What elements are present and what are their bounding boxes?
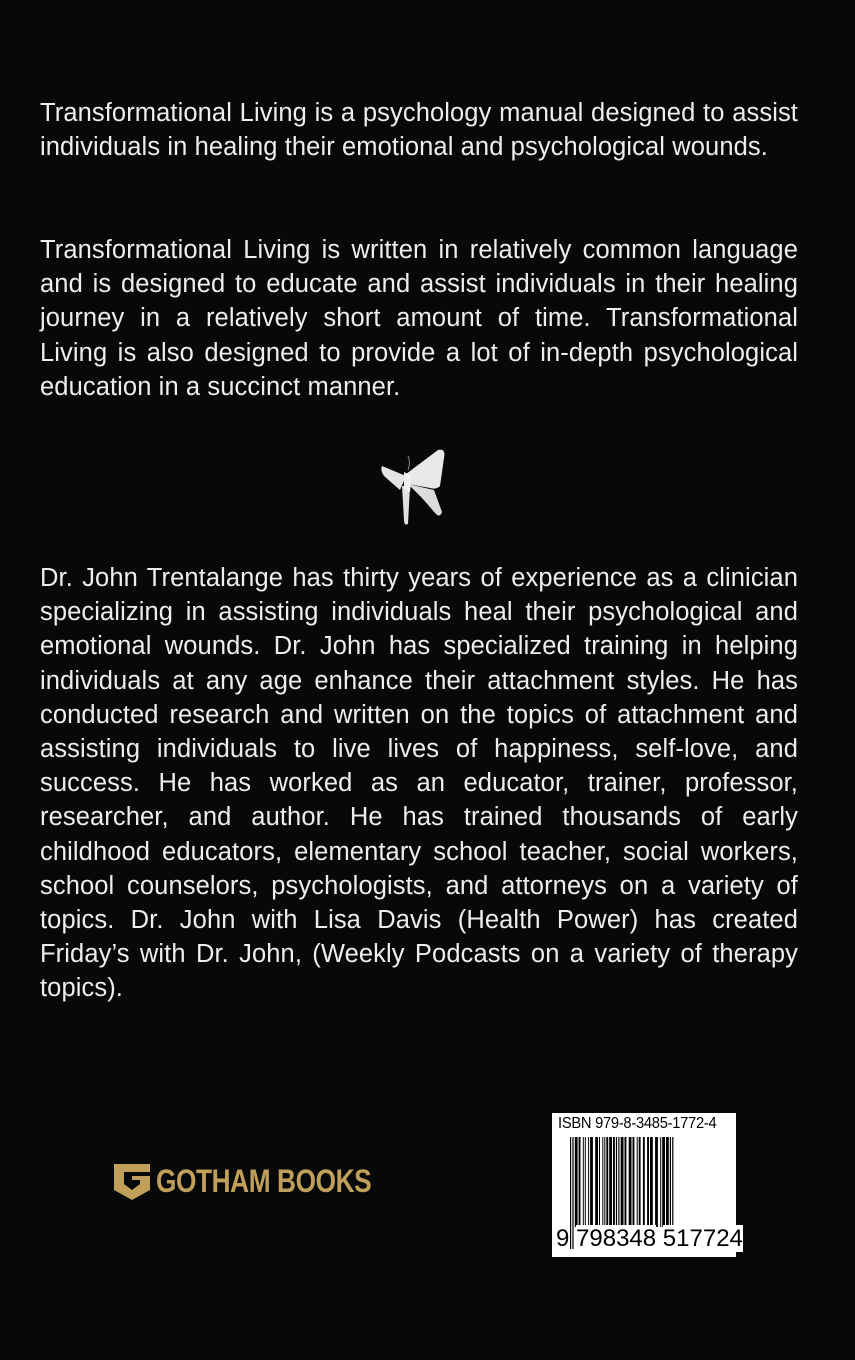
- barcode-bar: [629, 1137, 632, 1227]
- barcode-bar: [599, 1137, 600, 1227]
- barcode-bar: [633, 1137, 635, 1227]
- barcode-bar: [588, 1137, 589, 1227]
- barcode-bar: [650, 1137, 653, 1227]
- butterfly-icon: [378, 446, 454, 526]
- barcode-digits-left: 798348: [576, 1225, 657, 1252]
- barcode-bar: [621, 1137, 624, 1227]
- barcode-bar: [609, 1137, 612, 1227]
- barcode-bar: [585, 1137, 586, 1227]
- barcode-digits-right: 517724: [662, 1225, 743, 1252]
- barcode-bar: [660, 1137, 661, 1227]
- barcode-bar: [583, 1137, 584, 1227]
- barcode-bar: [606, 1137, 608, 1227]
- author-bio: Dr. John Trentalange has thirty years of experience as a clinician specializing in assisting individuals heal their psychological and emotional wounds. Dr. John has specialized training in helping individuals at any age enhance their attachment styles. He has conducted research and written on the topics of attachment and assisting individuals to live lives of happiness, self-love, and success. He has worked as an educator, trainer, professor, researcher, and author. He has trained thousands of early childhood educators, elementary school teacher, social workers, school counselors, psychologists, and attorneys on a variety of topics. Dr. John with Lisa Davis (Health Power) has created Friday’s with Dr. John, (Weekly Podcasts on a variety of therapy topics).: [40, 564, 798, 1003]
- barcode-bar: [602, 1137, 603, 1227]
- barcode-digit-first: 9: [556, 1225, 570, 1252]
- barcode-bar: [625, 1137, 627, 1227]
- barcode-bar: [590, 1137, 593, 1227]
- barcode-bar: [655, 1137, 658, 1227]
- barcode-bar: [666, 1137, 669, 1227]
- barcode-digits: [556, 1225, 743, 1253]
- gotham-shield-icon: [114, 1162, 150, 1200]
- isbn-barcode: [552, 1113, 743, 1257]
- barcode-bar: [643, 1137, 645, 1227]
- barcode-bar: [639, 1137, 641, 1227]
- barcode-bar: [595, 1137, 598, 1227]
- barcode-bar: [613, 1137, 615, 1227]
- publisher-name: GOTHAM BOOKS: [156, 1162, 372, 1199]
- barcode-bar: [637, 1137, 638, 1227]
- barcode-bar: [579, 1137, 581, 1227]
- barcode-bar: [647, 1137, 649, 1227]
- description-paragraph-2: Transformational Living is written in relatively common language and is designed to educate and assist individuals in their healing journey in a relatively short amount of time. Transformational Living is also designed to provide a lot of in-depth psychological education in a succinct manner.: [40, 236, 798, 401]
- description-paragraph-1: Transformational Living is a psychology manual designed to assist individuals in healing their emotional and psychological wounds.: [40, 99, 798, 162]
- barcode-bar: [662, 1137, 665, 1227]
- isbn-label: ISBN 979-8-3485-1772-4: [558, 1115, 717, 1132]
- publisher-logo: [114, 1162, 418, 1200]
- barcode-bar: [604, 1137, 605, 1227]
- barcode-bar: [575, 1137, 578, 1227]
